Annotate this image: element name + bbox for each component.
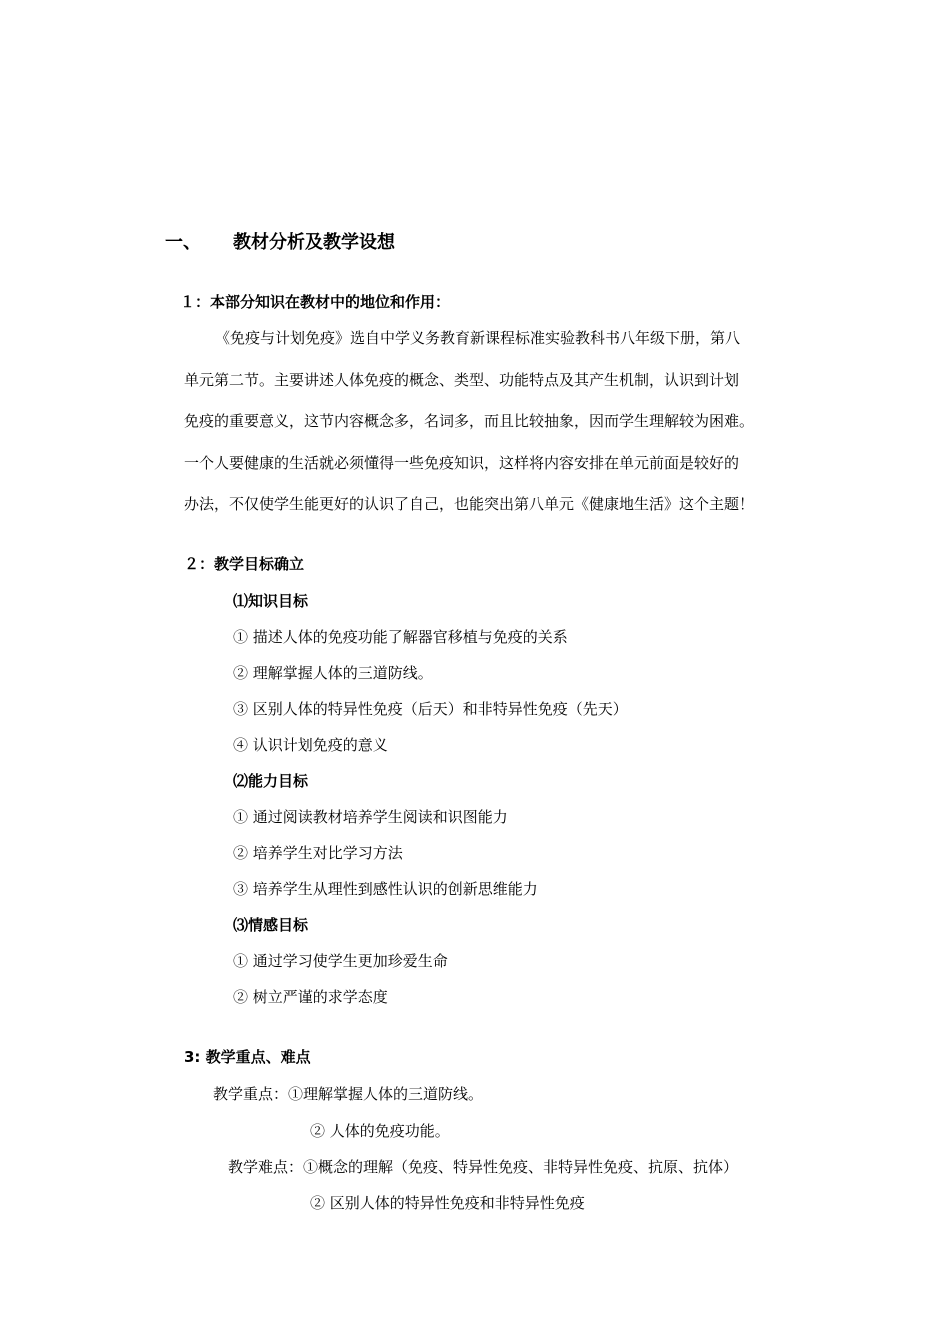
goal-item: ② 理解掌握人体的三道防线。 xyxy=(233,664,433,682)
section-title: 教材分析及教学设想 xyxy=(233,232,395,253)
knowledge-goals-title: ⑴知识目标 xyxy=(233,592,309,610)
emotion-goals-title: ⑶情感目标 xyxy=(233,916,309,934)
paragraph-line: 《免疫与计划免疫》选自中学义务教育新课程标准实验教科书八年级下册，第八 xyxy=(215,329,741,347)
ability-goals-title: ⑵能力目标 xyxy=(233,772,309,790)
goal-item: ④ 认识计划免疫的意义 xyxy=(233,736,388,754)
goal-item: ① 通过阅读教材培养学生阅读和识图能力 xyxy=(233,808,508,826)
difficulty-line: 教学难点：①概念的理解（免疫、特异性免疫、非特异性免疫、抗原、抗体） xyxy=(228,1158,739,1176)
paragraph-line: 单元第二节。主要讲述人体免疫的概念、类型、功能特点及其产生机制，认识到计划 xyxy=(184,371,740,389)
part2-heading: ２：教学目标确立 xyxy=(184,555,305,573)
paragraph-line: 免疫的重要意义，这节内容概念多，名词多，而且比较抽象，因而学生理解较为困难。 xyxy=(184,412,755,430)
goal-item: ③ 培养学生从理性到感性认识的创新思维能力 xyxy=(233,880,538,898)
part3-heading: 3: 教学重点、难点 xyxy=(184,1048,311,1066)
key-points-line: 教学重点：①理解掌握人体的三道防线。 xyxy=(213,1085,484,1103)
difficulty-line: ② 区别人体的特异性免疫和非特异性免疫 xyxy=(310,1194,585,1212)
paragraph-line: 一个人要健康的生活就必须懂得一些免疫知识，这样将内容安排在单元前面是较好的 xyxy=(184,454,740,472)
part1-heading: １：本部分知识在教材中的地位和作用： xyxy=(180,293,451,311)
goal-item: ② 树立严谨的求学态度 xyxy=(233,988,388,1006)
goal-item: ① 通过学习使学生更加珍爱生命 xyxy=(233,952,448,970)
paragraph-line: 办法，不仅使学生能更好的认识了自己，也能突出第八单元《健康地生活》这个主题！ xyxy=(184,495,755,513)
goal-item: ① 描述人体的免疫功能了解器官移植与免疫的关系 xyxy=(233,628,568,646)
goal-item: ② 培养学生对比学习方法 xyxy=(233,844,403,862)
key-points-line: ② 人体的免疫功能。 xyxy=(310,1122,450,1140)
section-number: 一、 xyxy=(165,232,201,253)
goal-item: ③ 区别人体的特异性免疫（后天）和非特异性免疫（先天） xyxy=(233,700,628,718)
